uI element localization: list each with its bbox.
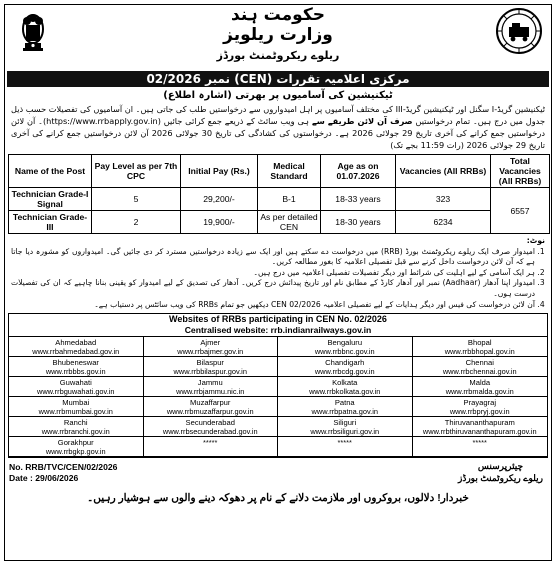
vacancy-table	[8, 154, 550, 234]
rrb-site-cell	[413, 357, 548, 377]
intro-online-only: صرف آن لائن طریقے سے	[311, 116, 413, 126]
rrb-site-cell	[144, 337, 279, 357]
rrb-url-link[interactable]: www.rrbchennai.gov.in	[442, 367, 517, 377]
rrb-name: Secunderabad	[185, 418, 235, 428]
note-item: 4. آن لائن درخواست کی فیس اور دیگر ہدایات کے لیے تفصیلی اعلامیہ CEN 02/2026 دیکھیں جو تمام RRBs کی ویب سائٹس پر دستیاب ہے۔	[11, 300, 535, 311]
rrb-url-link[interactable]: www.rrbjammu.nic.in	[176, 387, 245, 397]
rrb-site-cell	[413, 337, 548, 357]
header-ministry-title: وزارت ریلویز	[223, 25, 333, 45]
rrb-url-link[interactable]: www.rrbmalda.gov.in	[445, 387, 514, 397]
rrb-name: Prayagraj	[463, 398, 496, 408]
rrb-url-link[interactable]: www.rrbthiruvananthapuram.gov.in	[422, 427, 537, 437]
rrb-name: Mumbai	[62, 398, 90, 408]
vacancies: 323	[396, 188, 491, 211]
vacancies: 6234	[396, 211, 491, 234]
rrb-name: Bengaluru	[327, 338, 363, 348]
rrb-name: Thiruvananthapuram	[444, 418, 515, 428]
rrb-site-cell	[144, 397, 279, 417]
reference-number: No. RRB/TVC/CEN/02/2026	[9, 462, 118, 473]
medical-standard: B-1	[258, 188, 321, 211]
rrb-site-cell	[278, 437, 413, 457]
national-emblem-icon	[13, 7, 53, 57]
rrb-url-link[interactable]: www.rrbbbs.gov.in	[45, 367, 106, 377]
rrb-url-link[interactable]: www.rrbcdg.gov.in	[314, 367, 375, 377]
notes-section	[5, 234, 551, 310]
rrb-site-cell	[144, 357, 279, 377]
rrb-name: Malda	[469, 378, 491, 388]
rrb-site-cell	[278, 417, 413, 437]
rrb-site-cell	[278, 377, 413, 397]
rrb-name: Bhubeneswar	[52, 358, 99, 368]
initial-pay: 19,900/-	[181, 211, 258, 234]
rrb-site-cell	[413, 377, 548, 397]
websites-grid	[9, 337, 547, 457]
post-name: Technician Grade-III	[9, 211, 92, 234]
table-row	[9, 211, 550, 234]
rrb-site-cell	[9, 377, 144, 397]
rrb-name: Bhopal	[467, 338, 492, 348]
rrb-url-link[interactable]: www.rrbranchi.gov.in	[41, 427, 110, 437]
rrb-url-link[interactable]: www.rrbsiliguri.gov.in	[310, 427, 380, 437]
rrb-url-link[interactable]: www.rrbbilaspur.gov.in	[173, 367, 247, 377]
rrb-url-link[interactable]: www.rrbsecunderabad.gov.in	[162, 427, 258, 437]
rrb-name: Jammu	[197, 378, 223, 388]
col-vacancies: Vacancies (All RRBs)	[396, 155, 491, 188]
rrb-name: Ajmer	[200, 338, 221, 348]
rrb-url-link[interactable]: www.rrbajmer.gov.in	[177, 347, 244, 357]
rrb-url-link[interactable]: www.rrbgkp.gov.in	[45, 447, 106, 457]
signatory-block	[458, 460, 543, 484]
signatory-org: ریلوے ریکروٹمنٹ بورڈز	[457, 473, 543, 484]
medical-standard: As per detailed CEN	[258, 211, 321, 234]
rrb-url-link[interactable]: www.rrbmumbai.gov.in	[38, 407, 113, 417]
total-vacancies: 6557	[491, 188, 550, 234]
rrb-site-cell	[278, 337, 413, 357]
col-total-vacancies: Total Vacancies (All RRBs)	[491, 155, 550, 188]
rrb-url-link[interactable]: www.rrbkolkata.gov.in	[309, 387, 381, 397]
signatory-title: چیئرپرسنس	[477, 461, 524, 472]
post-name: Technician Grade-I Signal	[9, 188, 92, 211]
rrb-url-link[interactable]: www.rrbahmedabad.gov.in	[32, 347, 120, 357]
rrb-site-cell	[278, 357, 413, 377]
placeholder-stars: *****	[472, 438, 487, 448]
placeholder-stars: *****	[203, 438, 218, 448]
notice-subtitle: ٹیکنیشین کی آسامیوں پر بھرتی (اشارہ اطلاع)	[163, 90, 393, 101]
rrb-site-cell	[9, 397, 144, 417]
rrb-url-link[interactable]: www.rrbpatna.gov.in	[311, 407, 378, 417]
rrb-url-link[interactable]: www.rrbguwahati.gov.in	[37, 387, 115, 397]
rrb-site-cell	[278, 397, 413, 417]
rrb-site-cell	[9, 417, 144, 437]
col-medical: Medical Standard	[258, 155, 321, 188]
rrb-name: Patna	[334, 398, 355, 408]
rrb-site-cell	[9, 337, 144, 357]
note-item: 2. ہر ایک آسامی کے لیے اہلیت کی شرائط اور دیگر تفصیلات تفصیلی اعلامیہ میں درج ہیں۔	[11, 268, 535, 279]
rrb-name: Gorakhpur	[57, 438, 94, 448]
col-initial-pay: Initial Pay (Rs.)	[181, 155, 258, 188]
age-limit: 18-33 years	[321, 188, 396, 211]
notice-header	[5, 5, 551, 71]
rrb-site-cell	[144, 437, 279, 457]
notice-date: Date : 29/06/2026	[9, 473, 79, 484]
indian-railways-logo-icon	[495, 7, 543, 55]
pay-level: 5	[92, 188, 181, 211]
rrb-site-cell	[144, 377, 279, 397]
centralised-website[interactable]: Centralised website: rrb.indianrailways.gov.in	[9, 325, 547, 337]
websites-title: Websites of RRBs participating in CEN No. 02/2026	[169, 314, 387, 325]
intro-text-4: ہے۔ درخواستوں کی کشادگی کی تاریخ 30 جولائی 2026 آن لائن درخواستیں جمع کرانے کی آخری تاریخ 29 جولائی 2026 (رات 11:59 بجے تک)	[11, 128, 545, 150]
rrb-name: Ahmedabad	[55, 338, 97, 348]
col-age: Age as on 01.07.2026	[321, 155, 396, 188]
intro-text-1: ٹیکنیشین گریڈ-I سگنل اور ٹیکنیشین گریڈ-III کی مختلف آسامیوں پر اہل امیدواروں سے درخواستیں طلب کی جاتی ہیں۔ ان آسامیوں کی تفصیلات حسب ذیل جدول میں درج ہیں۔ تمام درخواستیں	[11, 104, 546, 126]
rrb-site-cell	[144, 417, 279, 437]
age-limit: 18-30 years	[321, 211, 396, 234]
rrb-name: Muzaffarpur	[190, 398, 231, 408]
note-item: 1. امیدوار صرف ایک ریلوے ریکروٹمنٹ بورڈ (RRB) میں درخواست دے سکتے ہیں اور ایک سے زیادہ درخواستیں مسترد کر دی جائیں گی۔ امیدواروں کو مشورہ دیا جاتا ہے کہ آن لائن درخواست داخل کرنے سے قبل تفصیلی اعلامیہ کا بغور مطالعہ کریں۔	[11, 247, 535, 268]
vacancy-table-header-row	[9, 155, 550, 188]
rrb-name: Chandigarh	[325, 358, 365, 368]
notes-title: نوٹ:	[526, 236, 545, 245]
placeholder-stars: *****	[337, 438, 352, 448]
rrb-url-link[interactable]: www.rrbpryj.gov.in	[449, 407, 510, 417]
reference-block	[9, 462, 117, 484]
intro-text-3: ہی ویب سائٹ کے ذریعے جمع کرائی جائیں (https://www.rrbapply.gov.in)۔ آن لائن درخواستیں جمع کرانے کی آخری تاریخ 29 جولائی 2026	[11, 116, 545, 138]
fraud-warning: خبردار! دلالوں، بروکروں اور ملازمت دلانے کے نام پر دھوکہ دینے والوں سے ہوشیار رہیں۔	[87, 492, 469, 505]
rrb-name: Chennai	[465, 358, 494, 368]
notice-page	[4, 4, 552, 561]
rrb-name: Guwahati	[59, 378, 92, 388]
rrb-site-cell	[413, 417, 548, 437]
rrb-site-cell	[413, 437, 548, 457]
cen-title-bar: مرکزی اعلامیہ تقررات (CEN) نمبر 02/2026	[7, 71, 549, 87]
pay-level: 2	[92, 211, 181, 234]
rrb-url-link[interactable]: www.rrbmuzaffarpur.gov.in	[166, 407, 254, 417]
table-row	[9, 188, 550, 211]
initial-pay: 29,200/-	[181, 188, 258, 211]
col-pay-level: Pay Level as per 7th CPC	[92, 155, 181, 188]
header-gov-title: حکومت ہند	[231, 5, 325, 25]
rrb-name: Kolkata	[332, 378, 358, 388]
header-rrb-title: ریلوے ریکروٹمنٹ بورڈز	[216, 49, 340, 62]
intro-paragraph	[5, 103, 551, 151]
col-post: Name of the Post	[9, 155, 92, 188]
rrb-url-link[interactable]: www.rrbbhopal.gov.in	[444, 347, 515, 357]
rrb-url-link[interactable]: www.rrbbnc.gov.in	[314, 347, 375, 357]
rrb-websites-box	[8, 313, 548, 458]
note-item: 3. امیدوار اپنا آدھار (Aadhaar) نمبر اور آدھار کارڈ کے مطابق نام اور تاریخ پیدائش درج کریں۔ آدھار کی تصدیق کے لیے امیدوار کو یقینی بنانا چاہیے کہ ان کی تفصیلات درست ہوں۔	[11, 278, 535, 299]
rrb-site-cell	[9, 437, 144, 457]
rrb-site-cell	[413, 397, 548, 417]
notice-footer	[5, 458, 551, 508]
rrb-site-cell	[9, 357, 144, 377]
rrb-name: Siliguri	[333, 418, 357, 428]
rrb-name: Ranchi	[63, 418, 88, 428]
rrb-name: Bilaspur	[196, 358, 224, 368]
